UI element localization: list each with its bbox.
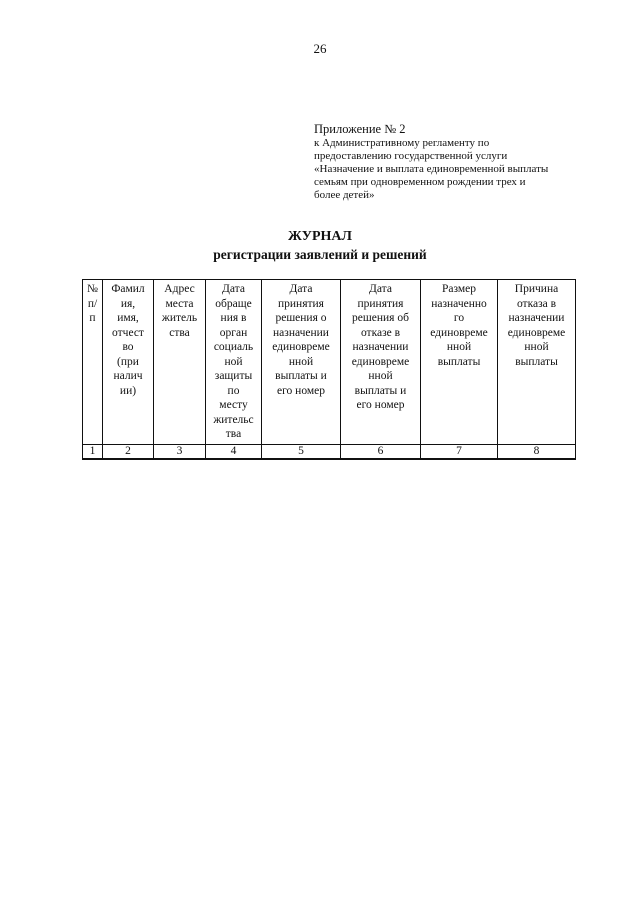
column-header-line: месту bbox=[219, 399, 248, 411]
column-header-line: выплаты bbox=[437, 355, 481, 368]
column-header-line: его номер bbox=[356, 399, 405, 411]
appendix-line: Приложение № 2 bbox=[314, 122, 406, 136]
column-header-line: обраще bbox=[215, 297, 252, 310]
column-header-line: единовреме bbox=[507, 326, 566, 339]
page-number: 26 bbox=[313, 41, 327, 56]
column-header-line: отчест bbox=[112, 326, 144, 339]
journal-table bbox=[82, 279, 576, 460]
table-number-row bbox=[83, 445, 576, 460]
column-header-line: места bbox=[165, 297, 194, 310]
appendix-line: семьям при одновременном рождении трех и bbox=[314, 176, 526, 188]
column-header-line: Размер bbox=[441, 283, 476, 295]
column-header-line: ной bbox=[224, 355, 243, 368]
column-header-line: по bbox=[227, 384, 240, 397]
column-header-line: единовреме bbox=[351, 355, 410, 368]
column-number: 8 bbox=[498, 445, 576, 460]
column-header-line: тва bbox=[225, 428, 242, 440]
appendix-line: «Назначение и выплата единовременной выплаты bbox=[314, 163, 549, 175]
column-header-line: нной bbox=[368, 370, 393, 382]
column-header-line: во bbox=[122, 341, 134, 353]
column-header-line: ния в bbox=[220, 312, 247, 324]
column-header-line: жительс bbox=[213, 413, 254, 426]
column-header-line: решения об bbox=[352, 312, 409, 324]
column-header-line: налич bbox=[113, 370, 143, 382]
column-header bbox=[154, 280, 206, 445]
column-header-line: отказа в bbox=[516, 297, 557, 310]
column-header-line: назначении bbox=[273, 326, 329, 339]
column-header-line: орган bbox=[219, 326, 248, 339]
column-number: 6 bbox=[341, 445, 421, 460]
column-header bbox=[498, 280, 576, 445]
column-number: 7 bbox=[421, 445, 498, 460]
appendix-line: предоставлению государственной услуги bbox=[314, 150, 508, 162]
column-header bbox=[83, 280, 103, 445]
appendix-line: более детей» bbox=[314, 189, 375, 201]
column-header-line: ства bbox=[169, 326, 190, 339]
column-header-line: выплаты и bbox=[275, 370, 327, 382]
appendix-note bbox=[314, 122, 584, 202]
column-header-line: социаль bbox=[213, 341, 254, 353]
column-header-line: ии) bbox=[119, 384, 137, 397]
table-header-row bbox=[83, 280, 576, 445]
column-header-line: назначении bbox=[352, 341, 409, 353]
column-header-line: п/ bbox=[87, 297, 98, 310]
journal-subtitle: регистрации заявлений и решений bbox=[213, 247, 427, 262]
column-number: 5 bbox=[262, 445, 341, 460]
column-header-line: п bbox=[89, 312, 96, 324]
column-header bbox=[262, 280, 341, 445]
column-header-line: защиты bbox=[214, 370, 253, 382]
column-header bbox=[206, 280, 262, 445]
column-header-line: выплаты bbox=[515, 355, 558, 368]
column-number: 2 bbox=[103, 445, 154, 460]
column-header-line: нной bbox=[446, 341, 472, 353]
column-header-line: назначении bbox=[508, 312, 565, 324]
column-header-line: выплаты и bbox=[354, 384, 407, 397]
column-header bbox=[421, 280, 498, 445]
column-header-line: отказе в bbox=[360, 326, 401, 339]
column-header-line: единовреме bbox=[430, 326, 488, 339]
column-header-line: Фамил bbox=[111, 283, 145, 295]
column-header-line: Адрес bbox=[164, 283, 195, 295]
journal-title: ЖУРНАЛ bbox=[288, 229, 352, 244]
column-header-line: имя, bbox=[117, 312, 139, 324]
column-header-line: Причина bbox=[514, 283, 559, 295]
column-header-line: принятия bbox=[357, 297, 404, 310]
column-header-line: его номер bbox=[277, 384, 325, 397]
appendix-line: к Административному регламенту по bbox=[314, 137, 490, 149]
column-header-line: принятия bbox=[278, 297, 324, 310]
column-header-line: № bbox=[87, 283, 98, 295]
column-header-line: нной bbox=[288, 355, 314, 368]
column-number: 1 bbox=[83, 445, 103, 460]
column-header-line: Дата bbox=[289, 283, 313, 295]
column-header-line: единовреме bbox=[272, 341, 330, 353]
column-number: 3 bbox=[154, 445, 206, 460]
column-header-line: (при bbox=[117, 355, 139, 368]
column-number: 4 bbox=[206, 445, 262, 460]
column-header-line: ия, bbox=[120, 297, 136, 310]
column-header-line: Дата bbox=[369, 283, 392, 295]
column-header bbox=[103, 280, 154, 445]
column-header-line: Дата bbox=[222, 283, 245, 295]
column-header-line: нной bbox=[524, 341, 549, 353]
column-header-line: житель bbox=[161, 312, 198, 324]
column-header-line: решения о bbox=[275, 312, 327, 324]
column-header bbox=[341, 280, 421, 445]
column-header-line: назначенно bbox=[431, 297, 487, 310]
column-header-line: го bbox=[453, 312, 465, 324]
